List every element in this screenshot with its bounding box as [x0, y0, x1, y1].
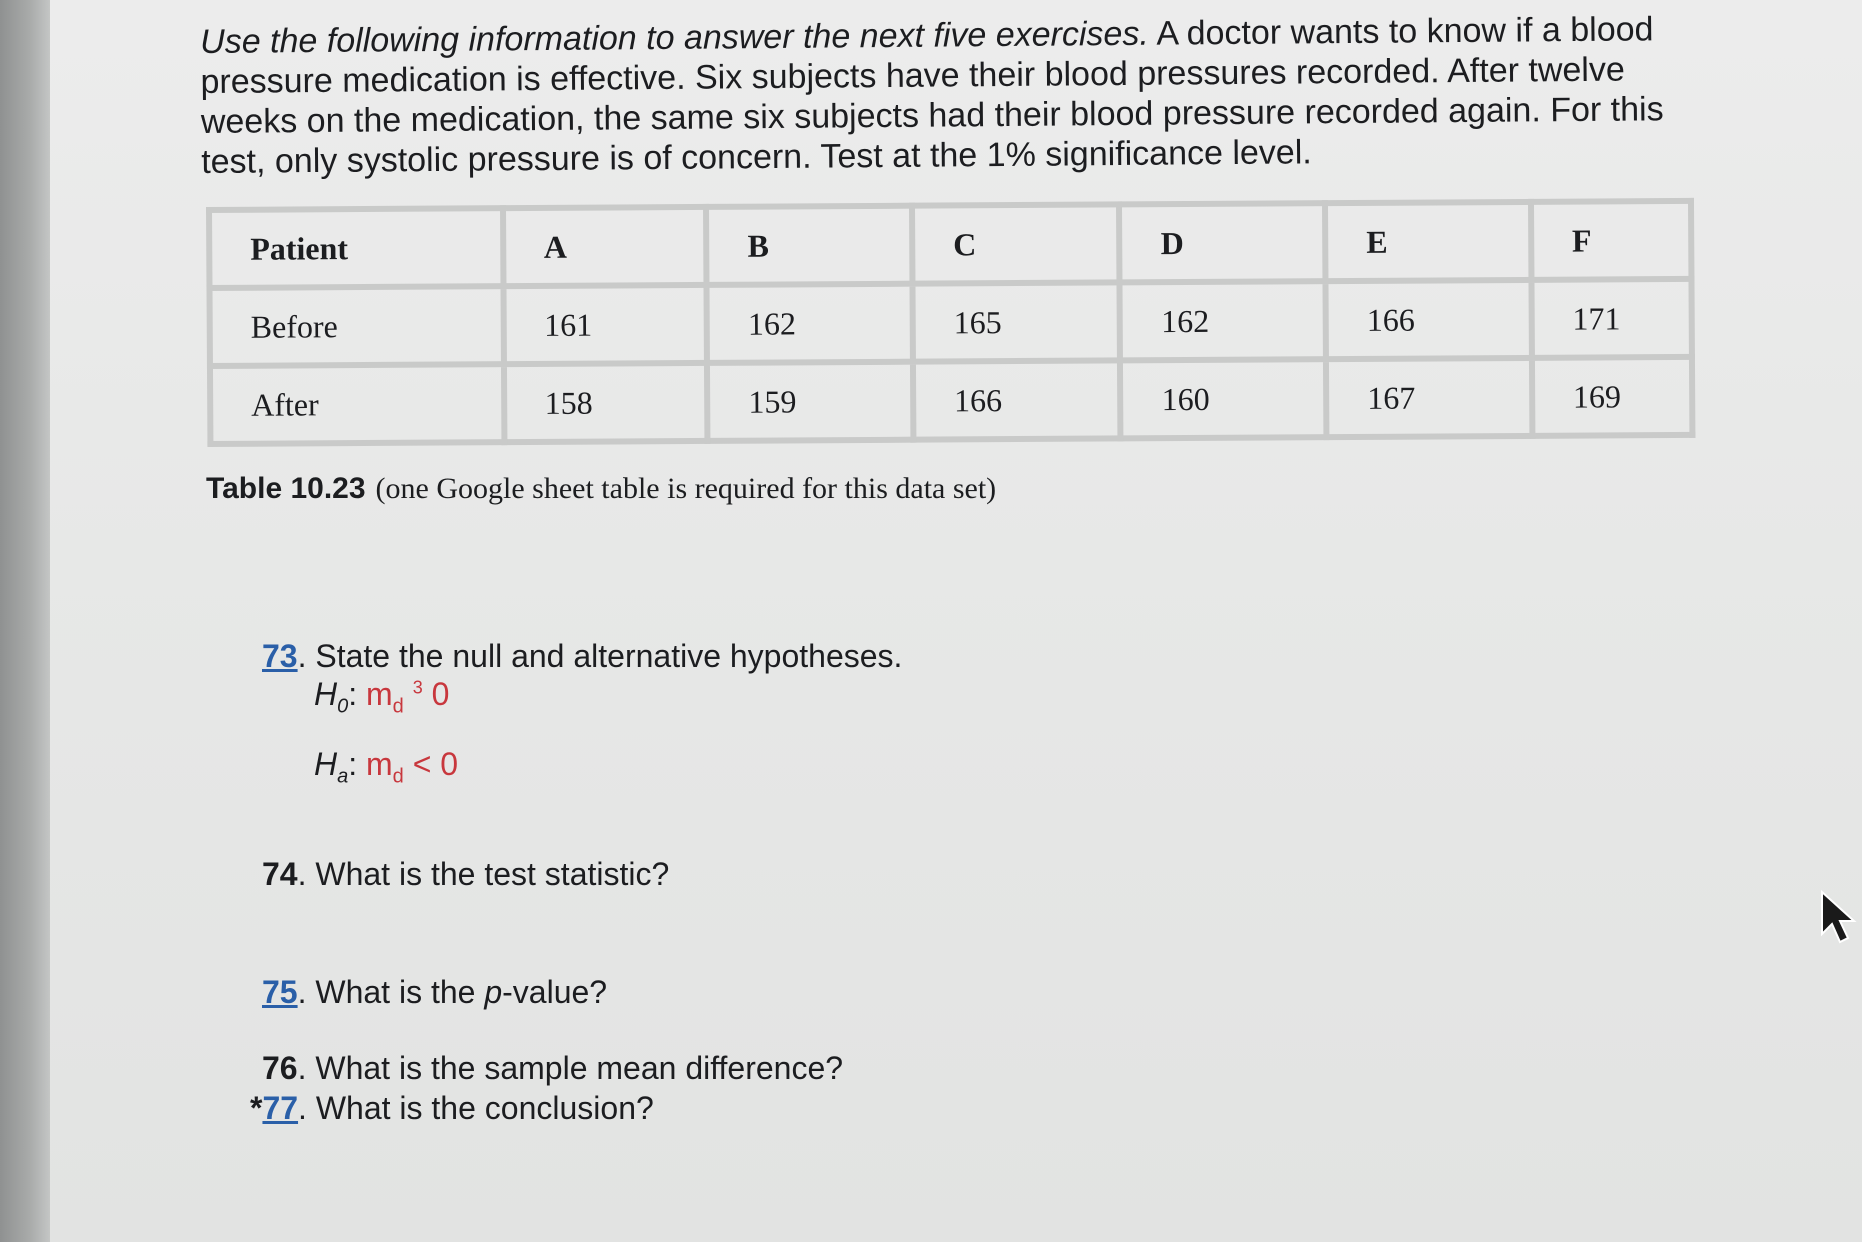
- question-73-link[interactable]: 73: [262, 638, 298, 674]
- question-75-link[interactable]: 75: [262, 974, 298, 1010]
- after-c: 166: [913, 360, 1121, 439]
- question-76-number: 76: [262, 1050, 298, 1086]
- ha-value: 0: [440, 746, 459, 782]
- question-75-text-pre: What is the: [315, 974, 485, 1010]
- after-f: 169: [1532, 357, 1693, 436]
- caption-label: Table 10.23: [206, 472, 366, 505]
- mouse-pointer-icon: [1818, 888, 1862, 948]
- before-f: 171: [1531, 279, 1692, 358]
- header-f: F: [1531, 201, 1692, 280]
- ha-m: m: [366, 746, 393, 782]
- before-b: 162: [707, 284, 913, 363]
- h0-expression: [366, 676, 450, 718]
- table-caption: [206, 472, 996, 506]
- ha-sub: a: [337, 765, 349, 788]
- header-b: B: [706, 206, 912, 285]
- h0-label: H: [314, 676, 338, 712]
- null-hypothesis: [314, 676, 449, 718]
- intro-paragraph: [200, 9, 1701, 182]
- question-75-text-post: -value?: [502, 974, 608, 1010]
- before-c: 165: [912, 282, 1120, 361]
- blood-pressure-table: [206, 198, 1695, 447]
- intro-italic-lead: Use the following information to answer the next five exercises.: [200, 14, 1149, 61]
- table-row-before: [209, 279, 1691, 366]
- before-a: 161: [503, 285, 707, 364]
- question-77-text: What is the conclusion?: [315, 1090, 654, 1126]
- question-74-text: What is the test statistic?: [315, 856, 670, 892]
- ha-op: <: [412, 746, 432, 782]
- header-a: A: [503, 207, 707, 286]
- after-a: 158: [503, 363, 707, 442]
- after-b: 159: [707, 362, 913, 441]
- question-74: 74. What is the test statistic?: [262, 856, 670, 892]
- table-header-row: [209, 201, 1691, 288]
- header-c: C: [912, 204, 1120, 283]
- h0-d: d: [392, 695, 404, 718]
- row-label-before: Before: [209, 286, 503, 366]
- question-74-number: 74: [262, 856, 298, 892]
- ha-d: d: [392, 765, 404, 788]
- header-e: E: [1325, 202, 1531, 281]
- question-77-link[interactable]: 77: [262, 1090, 299, 1126]
- after-d: 160: [1120, 359, 1326, 438]
- caption-text: (one Google sheet table is required for this data set): [375, 472, 997, 505]
- h0-m: m: [366, 676, 393, 712]
- before-d: 162: [1120, 281, 1326, 360]
- question-77-star: *: [250, 1090, 263, 1126]
- question-77: *77. What is the conclusion?: [250, 1090, 654, 1126]
- h0-colon: :: [348, 676, 358, 712]
- table-row-after: [210, 357, 1692, 444]
- after-e: 167: [1326, 358, 1532, 437]
- question-76: 76. What is the sample mean difference?: [262, 1050, 844, 1086]
- screen-bezel: [0, 0, 50, 1242]
- h0-sub: 0: [337, 695, 349, 718]
- alternative-hypothesis: [314, 746, 458, 788]
- row-label-after: After: [210, 364, 504, 444]
- intro-body: A doctor wants to know if a blood pressure medication is effective. Six subjects have their blood pressures recorded. After twelve weeks on the medication, the same six subjects had their blood pressure recorded again. For this test, only systolic pressure is of concern. Test at the 1% significance level.: [200, 10, 1664, 181]
- question-75-p: p: [484, 974, 503, 1010]
- question-76-text: What is the sample mean difference?: [315, 1050, 844, 1086]
- h0-value: 0: [431, 676, 450, 712]
- h0-sup: 3: [412, 677, 423, 698]
- ha-expression: [366, 746, 459, 788]
- question-75: 75. What is the p-value?: [262, 974, 608, 1010]
- question-73-text: State the null and alternative hypotheses.: [315, 638, 903, 674]
- ha-label: H: [314, 746, 338, 782]
- question-73: 73. State the null and alternative hypotheses.: [262, 638, 903, 674]
- before-e: 166: [1326, 280, 1532, 359]
- ha-colon: :: [348, 746, 358, 782]
- header-d: D: [1119, 203, 1325, 282]
- header-patient: Patient: [209, 208, 503, 288]
